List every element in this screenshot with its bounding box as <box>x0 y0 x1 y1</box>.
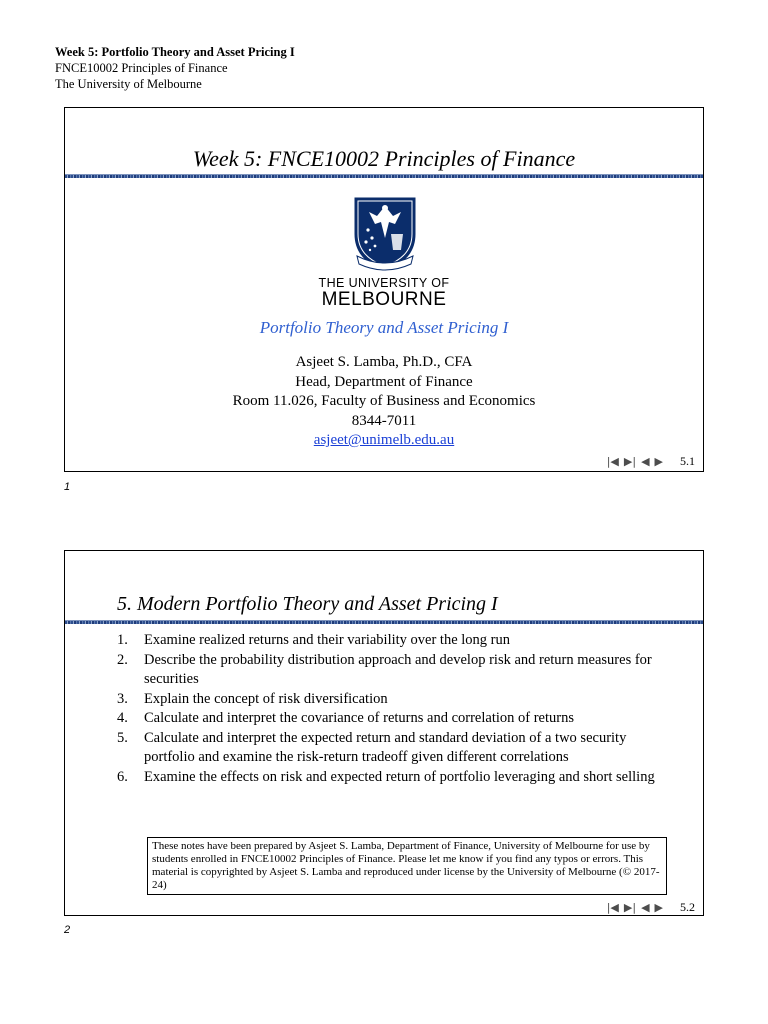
objective-item: 6. Examine the effects on risk and expected return of portfolio leveraging and short selling <box>117 768 655 785</box>
objective-item: 4. Calculate and interpret the covariance of returns and correlation of returns <box>117 710 574 726</box>
slide-2 <box>64 550 704 916</box>
slide-nav <box>607 454 695 469</box>
objective-item: 5. Calculate and interpret the expected return and standard deviation of a two security portfolio and examine the risk-return tradeoff given different correlations <box>117 729 627 765</box>
header-week-title: Week 5: Portfolio Theory and Asset Pricing I <box>55 45 295 59</box>
author-name: Asjeet S. Lamba, Ph.D., CFA <box>295 354 473 370</box>
university-crest-logo <box>351 194 419 272</box>
first-slide-icon[interactable]: |◀ <box>606 901 619 914</box>
page-number: 1 <box>64 481 71 493</box>
document-header <box>55 44 295 92</box>
objective-item: 2. Describe the probability distribution approach and develop risk and return measures for securities <box>117 651 652 687</box>
objective-item: 3. Explain the concept of risk diversification <box>117 690 388 707</box>
header-university: The University of Melbourne <box>55 77 202 91</box>
next-slide-icon[interactable]: ▶ <box>654 901 663 914</box>
slide-nav <box>607 900 695 915</box>
learning-objectives-list <box>117 631 677 787</box>
next-slide-icon[interactable]: ▶ <box>654 455 663 468</box>
prev-slide-icon[interactable]: ◀ <box>641 455 650 468</box>
objective-item: 1. Examine realized returns and their variability over the long run <box>117 632 510 648</box>
prev-slide-icon[interactable]: ◀ <box>641 901 650 914</box>
first-slide-icon[interactable]: |◀ <box>606 455 619 468</box>
slide-1-subtitle: Portfolio Theory and Asset Pricing I <box>259 318 509 337</box>
author-email-link[interactable]: asjeet@unimelb.edu.au <box>313 432 455 448</box>
university-line-1: THE UNIVERSITY OF <box>318 276 450 290</box>
copyright-note: These notes have been prepared by Asjeet S. Lamba, Department of Finance, University of Melbourne for use by students enrolled in FNCE10002 Principles of Finance. Please let me know if you find any typos or errors. This material is copyrighted by Asjeet S. Lamba and reproduced under license by the University of Melbourne (© 2017-24) <box>147 837 667 895</box>
slide-2-title: 5. Modern Portfolio Theory and Asset Pricing I <box>117 593 498 615</box>
page-number: 2 <box>64 924 71 936</box>
last-slide-icon[interactable]: ▶| <box>623 901 637 914</box>
author-block <box>65 353 703 451</box>
slide-number: 5.2 <box>680 900 695 914</box>
slide-number: 5.1 <box>680 454 695 468</box>
slide-1-title: Week 5: FNCE10002 Principles of Finance <box>192 146 576 171</box>
author-phone: 8344-7011 <box>351 412 417 429</box>
author-position: Head, Department of Finance <box>295 373 473 390</box>
university-wordmark <box>65 276 703 310</box>
slide-1 <box>64 107 704 472</box>
title-divider <box>65 620 703 624</box>
title-divider <box>65 174 703 178</box>
university-line-2: MELBOURNE <box>321 289 447 310</box>
last-slide-icon[interactable]: ▶| <box>623 455 637 468</box>
header-course: FNCE10002 Principles of Finance <box>55 61 228 75</box>
author-room: Room 11.026, Faculty of Business and Economics <box>232 393 536 409</box>
